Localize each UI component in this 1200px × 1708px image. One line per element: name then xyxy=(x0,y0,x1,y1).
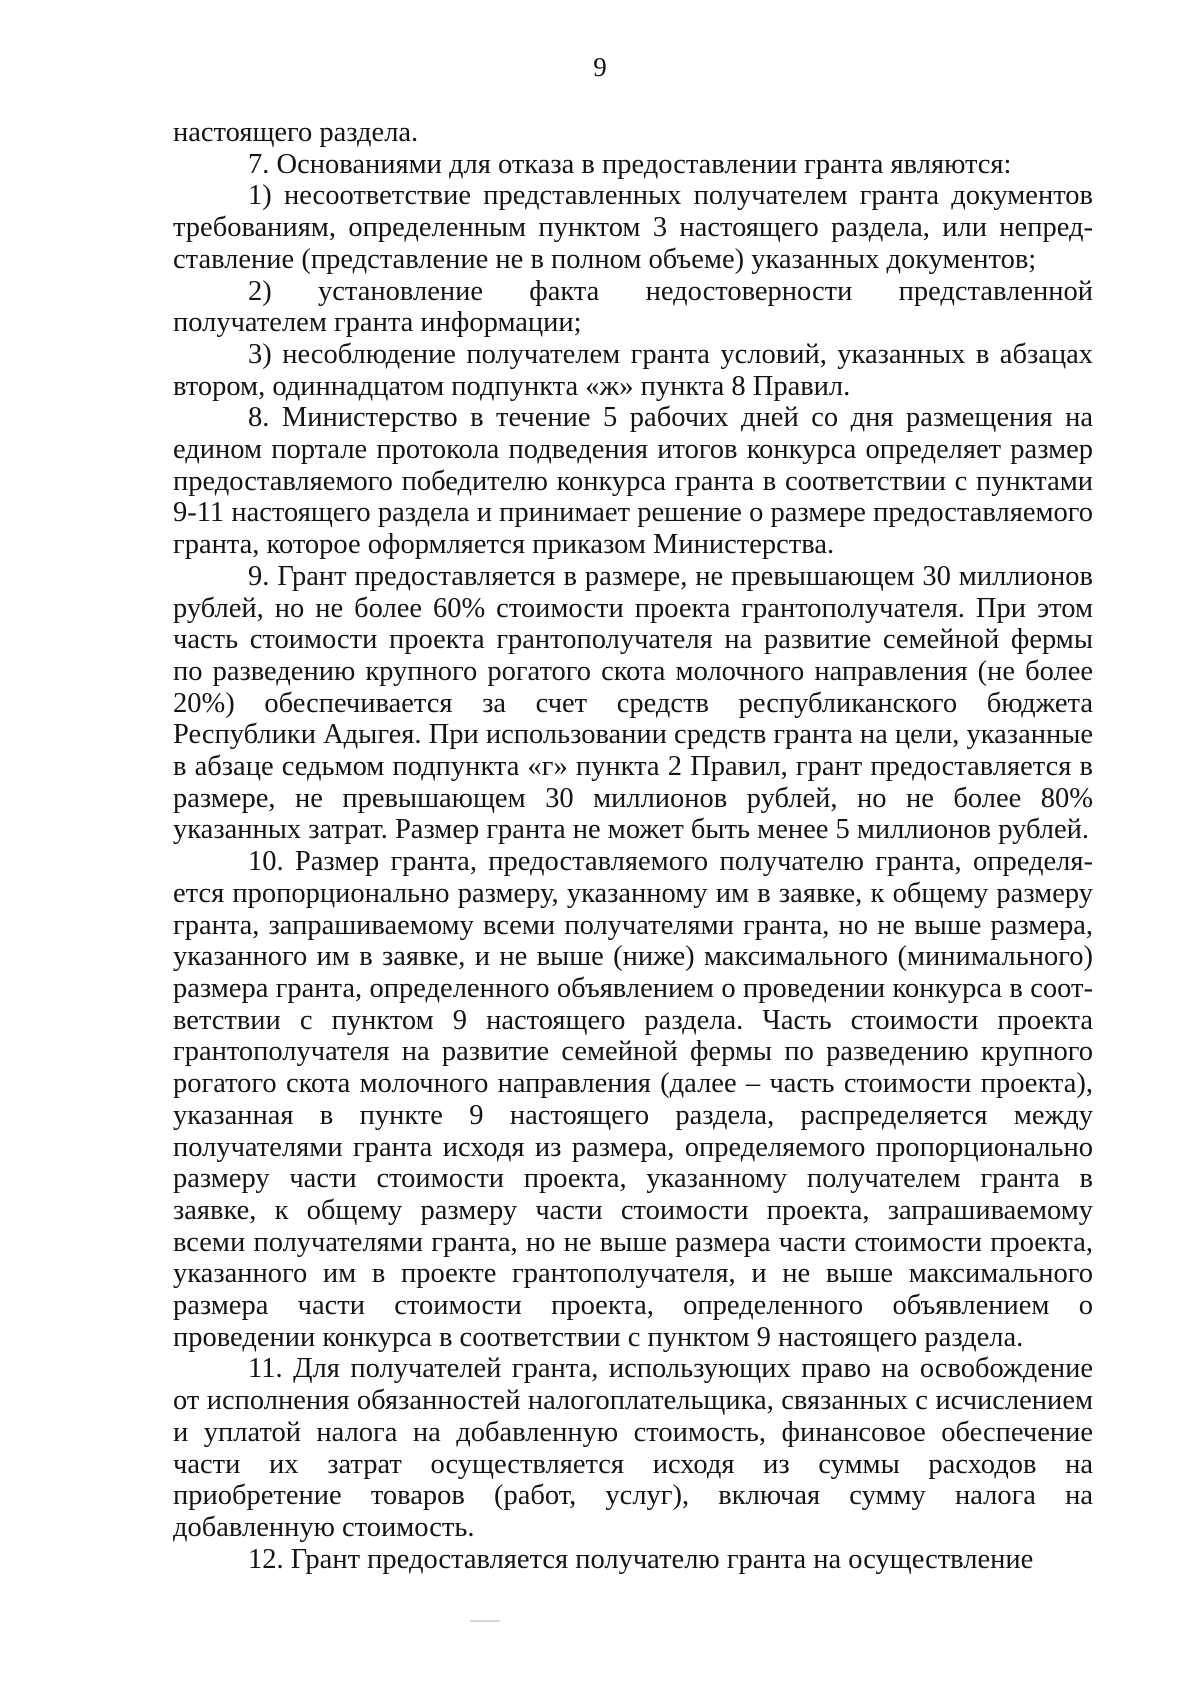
paragraph-11: 11. Для получателей гранта, использующих право на освобождение от исполнения обязанностей налогоплательщика, связанных с исчислением и уплатой налога на добавленную стоимость, финансовое обеспечение части их затрат осуществляется исходя из суммы расходов на приобретение товаров (работ, услуг), включая сумму налога на добавленную стоимость. xyxy=(173,1353,1093,1543)
page-number: 9 xyxy=(593,52,607,82)
paragraph-7-item-2: 2) установление факта недостоверности представленной получателем гранта информации; xyxy=(173,275,1093,339)
paragraph-7-item-3: 3) несоблюдение получателем гранта условий, указанных в абзацах втором, одиннадцатом подпункта «ж» пункта 8 Правил. xyxy=(173,338,1093,402)
paragraph-continuation: настоящего раздела. xyxy=(173,117,419,148)
paragraph-7-item-1: 1) несоответствие представленных получателем гранта документов требованиям, определенным пунктом 3 настоящего раздела, или непредставление (представление не в полном объеме) указанных документов; xyxy=(173,180,1093,275)
paragraph-7: 7. Основаниями для отказа в предоставлении гранта являются: xyxy=(248,148,1012,180)
document-body xyxy=(173,117,1093,1575)
scan-artifact xyxy=(470,1620,500,1622)
paragraph-9: 9. Грант предоставляется в размере, не превышающем 30 миллионов рублей, но не более 60% стоимости проекта грантополучателя. При этом часть стоимости проекта грантополучателя на развитие семейной фермы по разведению крупного рогатого скота молочного направления (не более 20%) обеспечивается за счет средств республиканского бюджета Республики Адыгея. При использовании средств гранта на цели, указанные в абзаце седьмом подпункта «г» пункта 2 Правил, грант предоставляется в размере, не превышающем 30 миллионов рублей, но не более 80% указанных затрат. Размер гранта не может быть менее 5 миллионов рублей. xyxy=(173,560,1094,846)
paragraph-10: 10. Размер гранта, предоставляемого получателю гранта, определяется пропорционально размеру, указанному им в заявке, к общему размеру гранта, запрашиваемому всеми получателями гранта, но не выше размера, указанного им в заявке, и не выше (ниже) максимального (минимального) размера гранта, определенного объявлением о проведении конкурса в соответствии с пунктом 9 настоящего раздела. Часть стоимости проекта грантополучателя на развитие семейной фермы по разведению крупного рогатого скота молочного направления (далее – часть стоимости проекта), указанная в пункте 9 настоящего раздела, распределяется между получателями гранта исходя из размера, определяемого пропорционально размеру части стоимости проекта, указанному получателем гранта в заявке, к общему размеру части стоимости проекта, запрашиваемому всеми получателями гранта, но не выше размера части стоимости проекта, указанного им в проекте грантополучателя, и не выше максимального размера части стоимости проекта, определенного объявлением о проведении конкурса в соответствии с пунктом 9 настоящего раздела. xyxy=(173,846,1093,1353)
paragraph-12: 12. Грант предоставляется получателю гранта на осуществление xyxy=(248,1543,1034,1575)
paragraph-8: 8. Министерство в течение 5 рабочих дней со дня размещения на едином портале протокола подведения итогов конкурса определяет размер предоставляемого победителю конкурса гранта в соответствии с пунктами 9-11 настоящего раздела и принимает решение о размере предоставляемого гранта, которое оформляется приказом Министерства. xyxy=(173,402,1093,561)
